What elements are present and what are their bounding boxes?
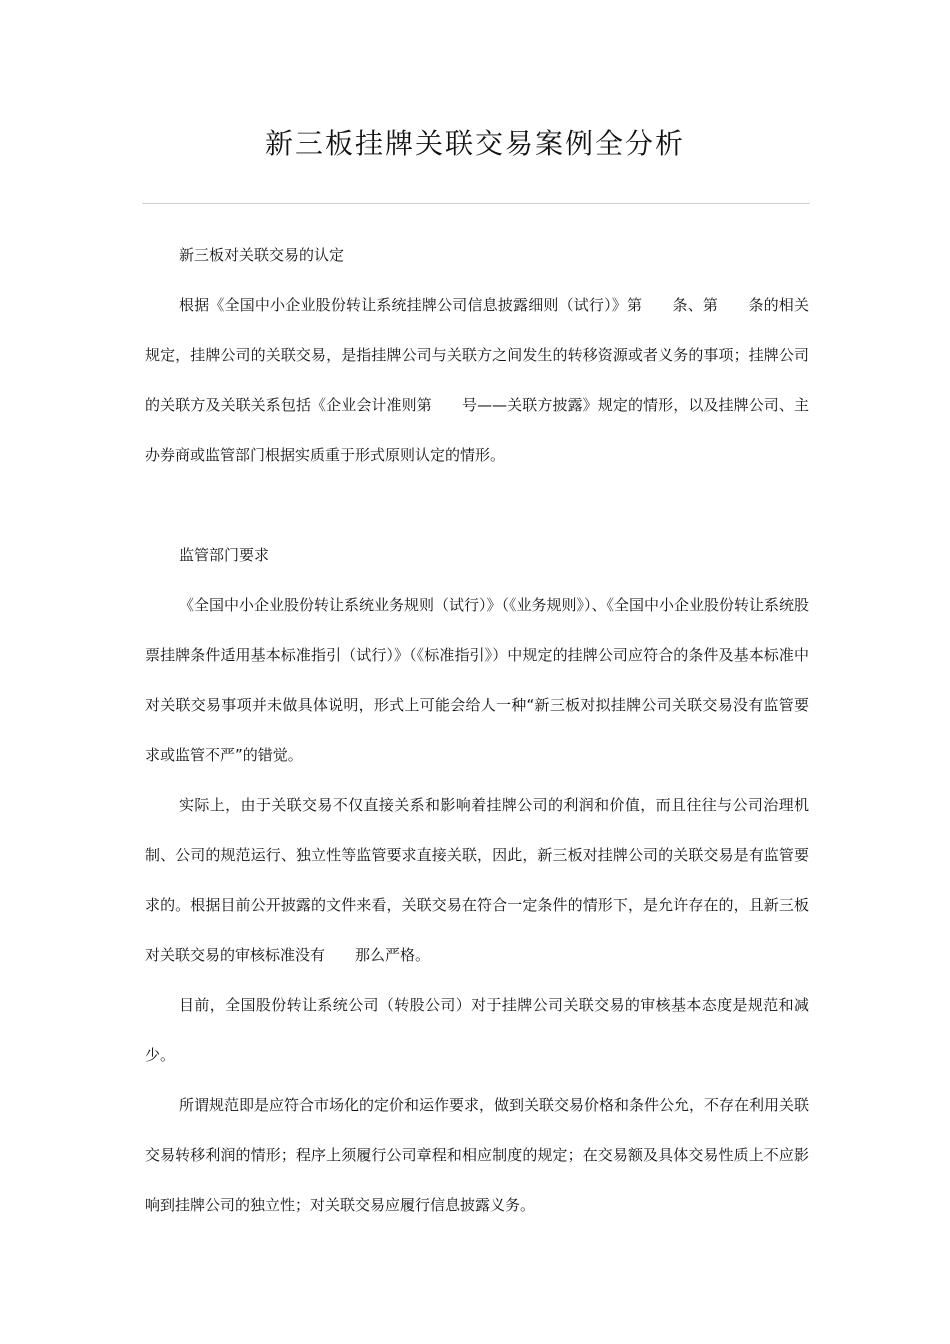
paragraph: 《全国中小企业股份转让系统业务规则（试行）》（《业务规则》）、《全国中小企业股份转让系统股票挂牌条件适用基本标准指引（试行）》（《标准指引》）中规定的挂牌公司应符合的条件及基本标准中对关联交易事项并未做具体说明，形式上可能会给人一种“新三板对拟挂牌公司关联交易没有监管要求或监管不严”的错觉。 (145, 596, 810, 764)
document-body (145, 230, 809, 1230)
section-heading: 新三板对关联交易的认定 (179, 246, 345, 264)
section-spacer (145, 480, 809, 530)
document-title: 新三板挂牌关联交易案例全分析 (264, 127, 685, 160)
section-definition (145, 230, 809, 480)
paragraph: 实际上，由于关联交易不仅直接关系和影响着挂牌公司的利润和价值，而且往往与公司治理机制、公司的规范运行、独立性等监管要求直接关联，因此，新三板对挂牌公司的关联交易是有监管要求的。根据目前公开披露的文件来看，关联交易在符合一定条件的情形下，是允许存在的，且新三板对关联交易的审核标准没有 那么严格。 (145, 796, 809, 964)
paragraph: 目前，全国股份转让系统公司（转股公司）对于挂牌公司关联交易的审核基本态度是规范和减少。 (145, 996, 809, 1064)
paragraph: 根据《全国中小企业股份转让系统挂牌公司信息披露细则（试行）》第 条、第 条的相关规定，挂牌公司的关联交易，是指挂牌公司与关联方之间发生的转移资源或者义务的事项；挂牌公司的关联方及关联关系包括《企业会计准则第 号——关联方披露》规定的情形，以及挂牌公司、主办券商或监管部门根据实质重于形式原则认定的情形。 (145, 296, 809, 464)
title-divider (142, 203, 810, 204)
section-heading: 监管部门要求 (179, 546, 270, 564)
section-regulatory-requirements (145, 530, 809, 1230)
paragraph: 所谓规范即是应符合市场化的定价和运作要求，做到关联交易价格和条件公允，不存在利用关联交易转移利润的情形；程序上须履行公司章程和相应制度的规定；在交易额及具体交易性质上不应影响到挂牌公司的独立性；对关联交易应履行信息披露义务。 (145, 1096, 810, 1214)
